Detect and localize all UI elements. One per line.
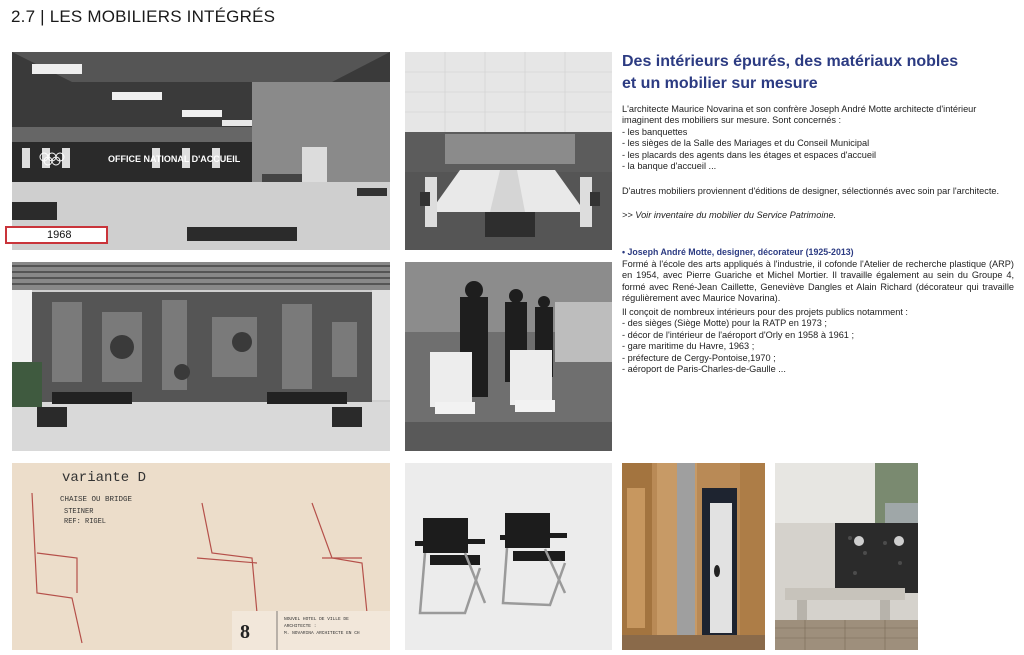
section-heading <box>622 51 1002 95</box>
bio-paragraph: Formé à l'école des arts appliqués à l'industrie, il cofonde l'Atelier de recherche plastique (ARP) en 1954, avec Pierre Guariche et Michel Mortier. Il travaille également au sein du Groupe 4, formé avec René-Jean Caillette, Geneviève Dangles et Alain Richard (décorateur qui travaille régulièrement avec Maurice Novarina). <box>622 259 1014 304</box>
lockers-photo <box>622 463 765 650</box>
intro-line-2: imaginent des mobiliers sur mesure. Sont concernés : <box>622 115 842 126</box>
intro-paragraph <box>622 104 1014 172</box>
sketch-line2: STEINER <box>64 508 94 516</box>
sketch-footer3: M. NOVARINA ARCHITECTE EN CH <box>284 631 360 636</box>
chair-sketch-photo <box>12 463 390 650</box>
hall-photo <box>12 52 390 250</box>
intro-item: - la banque d'accueil ... <box>622 161 717 172</box>
bio-title: • Joseph André Motte, designer, décorateur (1925-2013) <box>622 247 854 257</box>
sketch-footer1: NOUVEL HOTEL DE VILLE DE <box>284 617 349 622</box>
intro-item: - les banquettes <box>622 126 688 137</box>
inventory-link[interactable]: >> Voir inventaire du mobilier du Service Patrimoine. <box>622 210 837 220</box>
bio-projects <box>622 307 1014 375</box>
bio-item: - des sièges (Siège Motte) pour la RATP en 1973 ; <box>622 318 827 329</box>
bio-item: - aéroport de Paris-Charles-de-Gaulle ... <box>622 364 786 375</box>
heading-line-1: Des intérieurs épurés, des matériaux nobles <box>622 53 959 70</box>
bio-intro: Il conçoit de nombreux intérieurs pour des projets publics notamment : <box>622 307 908 317</box>
stone-bench-photo <box>775 463 918 650</box>
designers-chairs-photo <box>405 262 612 451</box>
sketch-number: 8 <box>240 621 250 643</box>
heading-line-2: et un mobilier sur mesure <box>622 75 818 92</box>
page-title: 2.7 | LES MOBILIERS INTÉGRÉS <box>11 7 276 26</box>
intro-item: - les placards des agents dans les étages et espaces d'accueil <box>622 149 877 160</box>
editions-paragraph: D'autres mobiliers proviennent d'éditions de designer, sélectionnés avec soin par l'architecte. <box>622 186 1000 196</box>
sketch-line1: CHAISE OU BRIDGE <box>60 496 133 504</box>
sketch-line3: REF: RIGEL <box>64 518 107 526</box>
sketch-title: variante D <box>62 470 147 486</box>
year-label: 1968 <box>5 226 108 244</box>
intro-line-1: L'architecte Maurice Novarina et son confrère Joseph André Motte architecte d'intérieur <box>622 104 977 114</box>
council-room-photo <box>405 52 612 250</box>
two-chairs-photo <box>405 463 612 650</box>
sketch-footer2: ARCHITECTE : <box>284 624 317 629</box>
bio-item: - décor de l'intérieur de l'aéroport d'Orly en 1958 à 1961 ; <box>622 329 855 340</box>
tapestry-hall-photo <box>12 262 390 451</box>
bio-item: - gare maritime du Havre, 1963 ; <box>622 341 755 352</box>
intro-item: - les sièges de la Salle des Mariages et du Conseil Municipal <box>622 138 870 149</box>
bio-item: - préfecture de Cergy-Pontoise,1970 ; <box>622 352 776 363</box>
hall-sign: OFFICE NATIONAL D'ACCUEIL <box>108 154 241 164</box>
